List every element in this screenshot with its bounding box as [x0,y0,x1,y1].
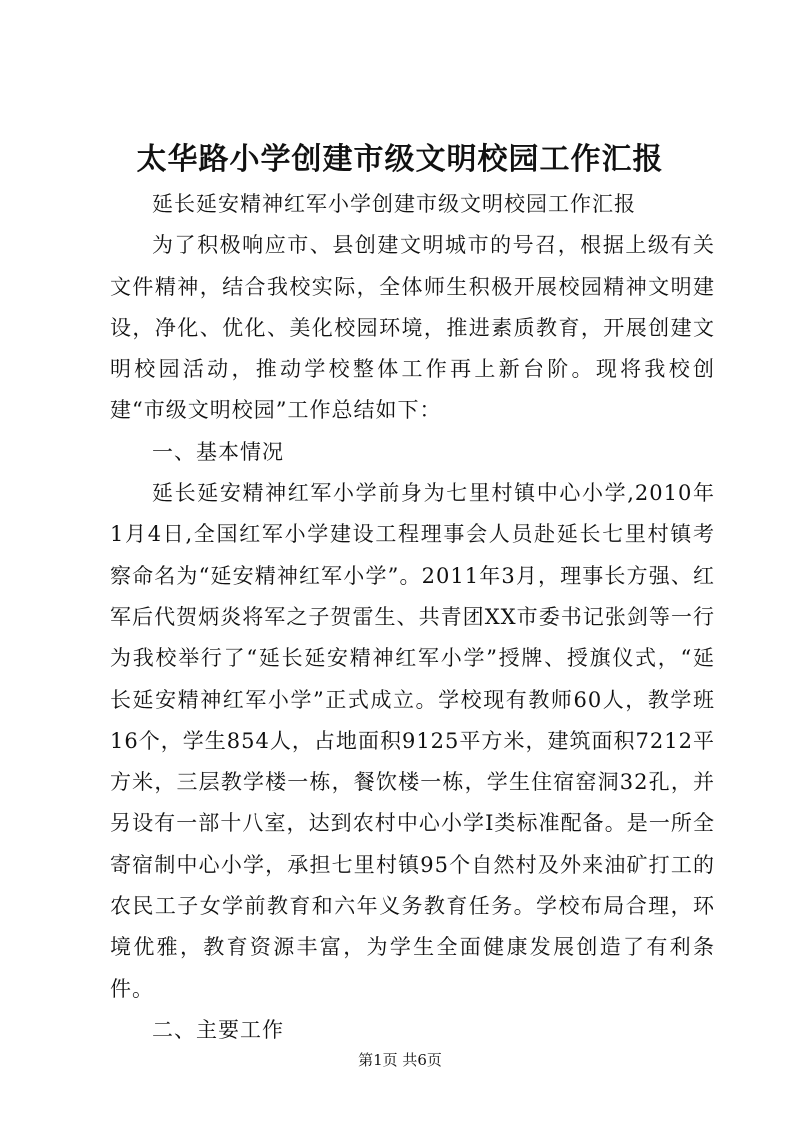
section-heading-main-work: 二、主要工作 [152,1017,284,1042]
page-number-footer: 第1页 共6页 [358,1051,442,1069]
section-heading-basic: 一、基本情况 [152,439,284,464]
subtitle-paragraph: 延长延安精神红军小学创建市级文明校园工作汇报 [152,192,636,216]
document-title: 太华路小学创建市级文明校园工作汇报 [136,142,664,177]
document-body [110,184,715,1051]
intro-paragraph: 为了积极响应市、县创建文明城市的号召，根据上级有关文件精神，结合我校实际，全体师生积极开展校园精神文明建设，净化、优化、美化校园环境，推进素质教育，开展创建文明校园活动，推动学校整体工作再上新台阶。现将我校创建“市级文明校园”工作总结如下： [110,233,715,423]
basic-info-paragraph: 延长延安精神红军小学前身为七里村镇中心小学,2010年1月4日,全国红军小学建设工程理事会人员赴延长七里村镇考察命名为“延安精神红军小学”。2011年3月，理事长方强、红军后代贺炳炎将军之子贺雷生、共青团XX市委书记张剑等一行为我校举行了“延长延安精神红军小学”授牌、授旗仪式，“延长延安精神红军小学”正式成立。学校现有教师60人，教学班16个，学生854人，占地面积9125平方米，建筑面积7212平方米，三层教学楼一栋，餐饮楼一栋，学生住宿窑洞32孔，并另设有一部十八室，达到农村中心小学Ⅰ类标准配备。是一所全寄宿制中心小学，承担七里村镇95个自然村及外来油矿打工的农民工子女学前教育和六年义务教育任务。学校布局合理，环境优雅，教育资源丰富，为学生全面健康发展创造了有利条件。 [110,481,715,1001]
